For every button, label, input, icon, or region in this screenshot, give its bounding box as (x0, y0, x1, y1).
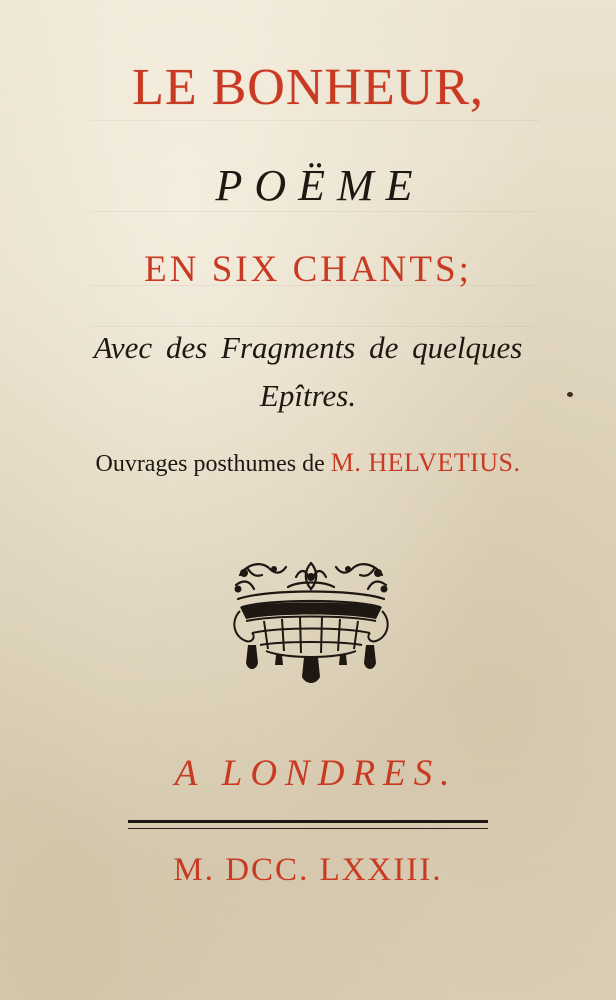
book-subtitle: POËME (215, 161, 425, 210)
works-line (0, 448, 616, 478)
double-rule-top (128, 820, 488, 823)
imprint-year: M. DCC. LXXIII. (173, 852, 443, 888)
show-through (90, 285, 540, 327)
works-prefix: Ouvrages posthumes de (95, 451, 325, 477)
basket-vignette-icon (226, 555, 396, 690)
imprint-place: A LONDRES. (174, 753, 458, 794)
book-title: LE BONHEUR, (132, 59, 484, 116)
cantos-line: EN SIX CHANTS; (144, 249, 472, 290)
fragments-line-1: Avec des Fragments de quelques (93, 330, 523, 365)
author-name: M. HELVETIUS. (330, 448, 521, 477)
fragments-line-2: Epîtres. (259, 378, 357, 413)
paper-speck (567, 392, 573, 397)
double-rule-bottom (128, 828, 488, 829)
